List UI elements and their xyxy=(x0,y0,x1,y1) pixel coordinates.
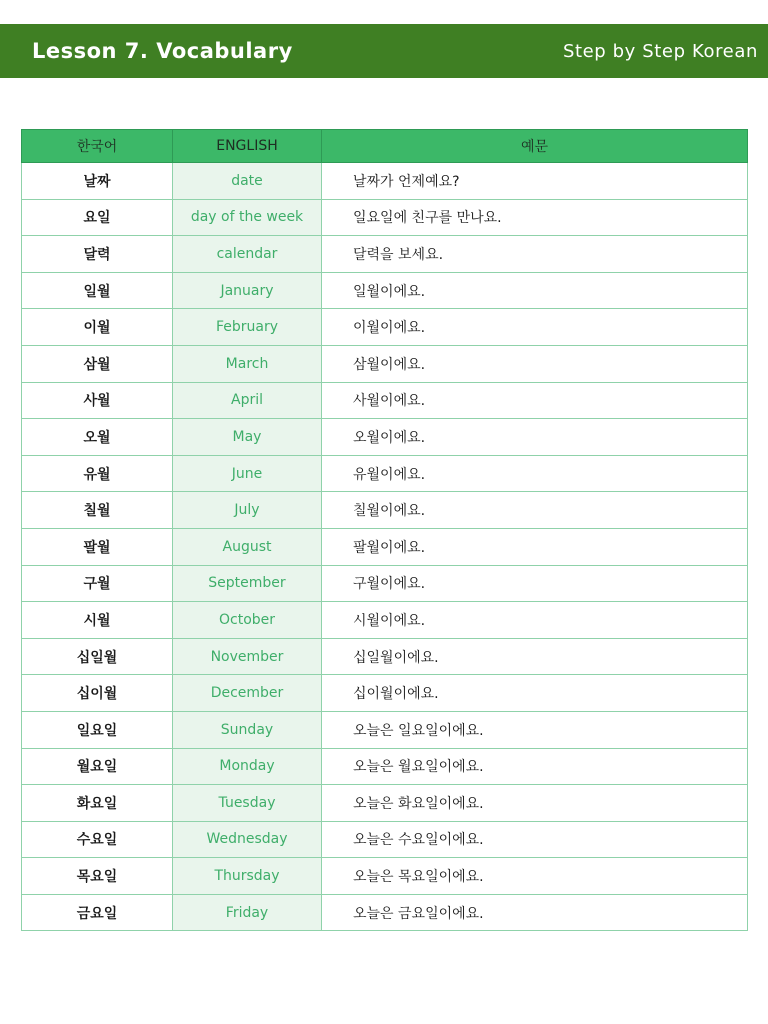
example-sentence-cell: 오늘은 금요일이에요. xyxy=(322,894,748,931)
table-row xyxy=(22,565,748,602)
table-row xyxy=(22,236,748,273)
english-meaning-cell: calendar xyxy=(173,236,322,273)
korean-word-cell: 사월 xyxy=(22,382,173,419)
example-sentence-cell: 일월이에요. xyxy=(322,272,748,309)
english-meaning-cell: October xyxy=(173,602,322,639)
korean-word-cell: 날짜 xyxy=(22,163,173,200)
vocabulary-table xyxy=(21,129,748,931)
example-sentence-cell: 팔월이에요. xyxy=(322,528,748,565)
table-row xyxy=(22,272,748,309)
example-sentence-cell: 오늘은 수요일이에요. xyxy=(322,821,748,858)
table-row xyxy=(22,309,748,346)
table-row xyxy=(22,821,748,858)
example-sentence-cell: 삼월이에요. xyxy=(322,345,748,382)
korean-word-cell: 유월 xyxy=(22,455,173,492)
english-meaning-cell: June xyxy=(173,455,322,492)
example-sentence-cell: 오늘은 월요일이에요. xyxy=(322,748,748,785)
example-sentence-cell: 일요일에 친구를 만나요. xyxy=(322,199,748,236)
table-row xyxy=(22,675,748,712)
english-meaning-cell: Tuesday xyxy=(173,785,322,822)
korean-word-cell: 삼월 xyxy=(22,345,173,382)
table-body xyxy=(22,163,748,931)
column-header-korean: 한국어 xyxy=(22,130,173,163)
korean-word-cell: 월요일 xyxy=(22,748,173,785)
example-sentence-cell: 날짜가 언제예요? xyxy=(322,163,748,200)
series-name: Step by Step Korean xyxy=(562,40,758,62)
korean-word-cell: 시월 xyxy=(22,602,173,639)
table-row xyxy=(22,419,748,456)
example-sentence-cell: 오늘은 목요일이에요. xyxy=(322,858,748,895)
english-meaning-cell: April xyxy=(173,382,322,419)
table-header xyxy=(22,130,748,163)
example-sentence-cell: 칠월이에요. xyxy=(322,492,748,529)
english-meaning-cell: Sunday xyxy=(173,711,322,748)
table-row xyxy=(22,894,748,931)
korean-word-cell: 수요일 xyxy=(22,821,173,858)
example-sentence-cell: 오늘은 화요일이에요. xyxy=(322,785,748,822)
table-row xyxy=(22,163,748,200)
korean-word-cell: 오월 xyxy=(22,419,173,456)
english-meaning-cell: September xyxy=(173,565,322,602)
example-sentence-cell: 구월이에요. xyxy=(322,565,748,602)
example-sentence-cell: 십일월이에요. xyxy=(322,638,748,675)
korean-word-cell: 일요일 xyxy=(22,711,173,748)
table-row xyxy=(22,528,748,565)
table-row xyxy=(22,455,748,492)
example-sentence-cell: 사월이에요. xyxy=(322,382,748,419)
korean-word-cell: 일월 xyxy=(22,272,173,309)
english-meaning-cell: Friday xyxy=(173,894,322,931)
example-sentence-cell: 십이월이에요. xyxy=(322,675,748,712)
english-meaning-cell: July xyxy=(173,492,322,529)
korean-word-cell: 십일월 xyxy=(22,638,173,675)
example-sentence-cell: 시월이에요. xyxy=(322,602,748,639)
example-sentence-cell: 유월이에요. xyxy=(322,455,748,492)
korean-word-cell: 이월 xyxy=(22,309,173,346)
korean-word-cell: 금요일 xyxy=(22,894,173,931)
table-header-row xyxy=(22,130,748,163)
english-meaning-cell: Monday xyxy=(173,748,322,785)
korean-word-cell: 요일 xyxy=(22,199,173,236)
column-header-example: 예문 xyxy=(322,130,748,163)
table-row xyxy=(22,858,748,895)
example-sentence-cell: 오늘은 일요일이에요. xyxy=(322,711,748,748)
korean-word-cell: 목요일 xyxy=(22,858,173,895)
korean-word-cell: 십이월 xyxy=(22,675,173,712)
english-meaning-cell: February xyxy=(173,309,322,346)
english-meaning-cell: March xyxy=(173,345,322,382)
table-row xyxy=(22,785,748,822)
english-meaning-cell: Wednesday xyxy=(173,821,322,858)
english-meaning-cell: August xyxy=(173,528,322,565)
korean-word-cell: 팔월 xyxy=(22,528,173,565)
table-row xyxy=(22,492,748,529)
table-row xyxy=(22,602,748,639)
english-meaning-cell: Thursday xyxy=(173,858,322,895)
english-meaning-cell: January xyxy=(173,272,322,309)
table-row xyxy=(22,382,748,419)
korean-word-cell: 달력 xyxy=(22,236,173,273)
example-sentence-cell: 달력을 보세요. xyxy=(322,236,748,273)
table-row xyxy=(22,638,748,675)
english-meaning-cell: date xyxy=(173,163,322,200)
korean-word-cell: 구월 xyxy=(22,565,173,602)
english-meaning-cell: November xyxy=(173,638,322,675)
example-sentence-cell: 오월이에요. xyxy=(322,419,748,456)
english-meaning-cell: December xyxy=(173,675,322,712)
table-row xyxy=(22,345,748,382)
table-row xyxy=(22,711,748,748)
lesson-title: Lesson 7. Vocabulary xyxy=(32,39,293,63)
korean-word-cell: 칠월 xyxy=(22,492,173,529)
lesson-banner xyxy=(0,24,768,78)
column-header-english: ENGLISH xyxy=(173,130,322,163)
table-row xyxy=(22,748,748,785)
english-meaning-cell: May xyxy=(173,419,322,456)
english-meaning-cell: day of the week xyxy=(173,199,322,236)
table-row xyxy=(22,199,748,236)
korean-word-cell: 화요일 xyxy=(22,785,173,822)
example-sentence-cell: 이월이에요. xyxy=(322,309,748,346)
